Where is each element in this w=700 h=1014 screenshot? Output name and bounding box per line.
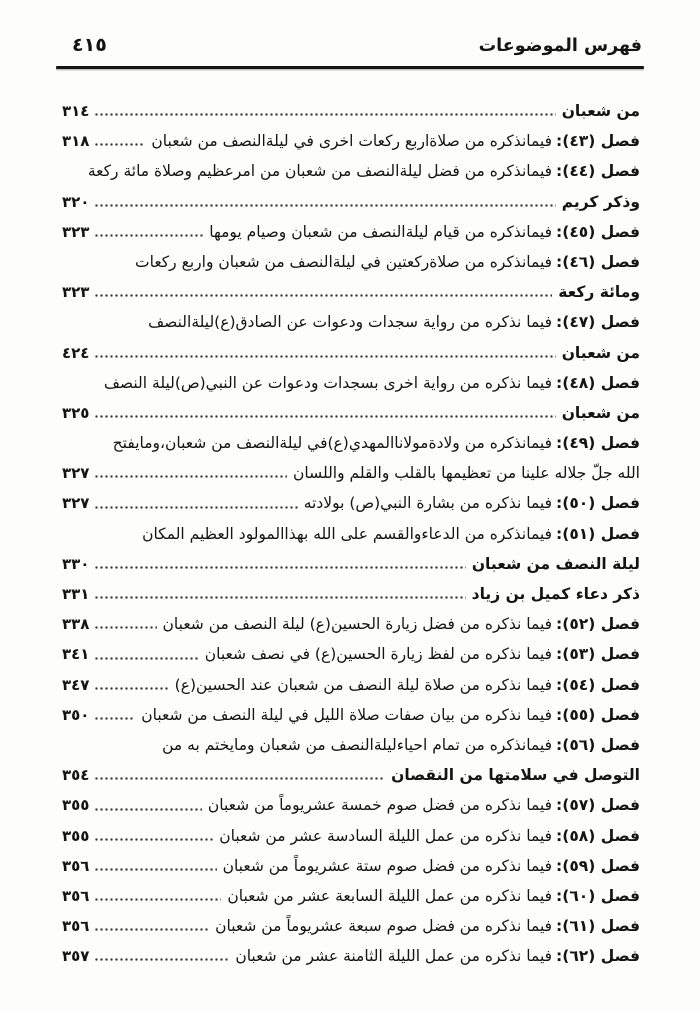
entry-label: فصل (٥٣): <box>556 645 640 664</box>
toc-entry <box>62 700 640 730</box>
entry-page-number: ٤٢٤ <box>62 343 90 362</box>
toc-entry <box>62 609 640 639</box>
entry-page-number: ٣٥٠ <box>62 705 90 724</box>
entry-label: فصل (٤٥): <box>556 222 640 241</box>
entry-label: فصل (٤٧): <box>556 313 640 332</box>
toc-entry <box>62 458 640 488</box>
entry-text: ذكر دعاء كميل بن زياد <box>471 585 640 603</box>
entry-text: وذكر كريم <box>561 192 640 211</box>
entry-page-number: ٣٢٣ <box>62 222 90 241</box>
toc-entry <box>62 730 640 760</box>
entry-page-number: ٣٥٦ <box>62 917 90 936</box>
toc-entry <box>62 126 640 156</box>
entry-text: ليلة النصف من شعبان <box>471 554 640 573</box>
toc-entry <box>62 790 640 820</box>
dot-leader <box>94 412 555 421</box>
dot-leader <box>94 291 552 300</box>
toc-entry <box>62 217 640 247</box>
entry-text: فيما نذكره من بيان صفات صلاة الليل في ليلة النصف من شعبان <box>141 705 553 724</box>
entry-page-number: ٣٣٠ <box>62 554 90 573</box>
entry-page-number: ٣٣٨ <box>62 615 90 634</box>
toc-entry <box>62 519 640 549</box>
entry-page-number: ٣٢٠ <box>62 192 90 211</box>
toc-entry <box>62 911 640 941</box>
entry-text: فيما نذكره من عمل الليلة السادسة عشر من شعبان <box>219 826 553 845</box>
toc-entry <box>62 579 640 609</box>
dot-leader <box>94 110 555 119</box>
entry-text: فيمانذكره من صلاةركعتين في ليلةالنصف من شعبان واربع ركعات <box>135 252 553 271</box>
entry-page-number: ٣٥٦ <box>62 856 90 875</box>
entry-text: الله جلّ جلاله علينا من تعظيمها بالقلب والقلم واللسان <box>293 464 640 483</box>
entry-text: فيما نذكره من فضل صوم سبعة عشريوماً من شعبان <box>215 917 553 936</box>
entry-page-number: ٣١٤ <box>62 102 90 120</box>
entry-label: فصل (٥٠): <box>556 494 640 513</box>
entry-page-number: ٣١٨ <box>62 132 90 151</box>
entry-text: فيمانذكره من الدعاءوالقسم على الله بهذاالمولود العظيم المكان <box>142 524 553 543</box>
dot-leader <box>94 503 297 512</box>
entry-label: فصل (٤٨): <box>556 373 640 392</box>
entry-text: فيما نذكره من بشارة النبي(ص) بولادته <box>303 494 553 513</box>
entry-label: فصل (٥٢): <box>556 615 640 634</box>
dot-leader <box>94 472 287 481</box>
dot-leader <box>94 714 135 723</box>
entry-label: فصل (٤٣): <box>556 132 640 151</box>
toc-entry <box>62 881 640 911</box>
dot-leader <box>94 895 221 904</box>
toc-entry <box>62 428 640 458</box>
entry-text: فيما نذكره من فضل زيارة الحسين(ع) ليلة النصف من شعبان <box>162 615 553 634</box>
entry-label: فصل (٥٩): <box>556 856 640 875</box>
entry-text: من شعبان <box>561 102 640 120</box>
entry-page-number: ٣٣١ <box>62 585 90 603</box>
dot-leader <box>94 352 555 361</box>
entry-label: فصل (٥٤): <box>556 675 640 694</box>
entry-label: فصل (٦١): <box>556 917 640 936</box>
entry-text: فيمانذكره من قيام ليلةالنصف من شعبان وصيام يومها <box>209 222 553 241</box>
dot-leader <box>94 201 555 210</box>
toc-entry <box>62 639 640 669</box>
entry-label: فصل (٤٦): <box>556 252 640 271</box>
dot-leader <box>94 925 209 934</box>
toc-entry <box>62 247 640 277</box>
toc-entry <box>62 821 640 851</box>
entry-text: فيمانذكره من تمام احياءليلةالنصف من شعبان ومايختم به من <box>162 735 553 754</box>
toc-entry <box>62 670 640 700</box>
toc-entry <box>62 156 640 186</box>
section-title: فهرس الموضوعات <box>478 36 642 56</box>
toc-entry <box>62 96 640 126</box>
entry-text: فيما نذكره من رواية سجدات ودعوات عن الصادق(ع)ليلةالنصف <box>148 313 553 332</box>
dot-leader <box>94 593 465 602</box>
entry-text: فيما نذكره من عمل الليلة السابعة عشر من شعبان <box>227 886 553 905</box>
entry-label: فصل (٥٦): <box>556 735 640 754</box>
dot-leader <box>94 140 145 149</box>
toc-entry <box>62 368 640 398</box>
entry-text: من شعبان <box>561 343 640 362</box>
toc-entry <box>62 277 640 307</box>
entry-text: من شعبان <box>561 403 640 422</box>
entry-label: فصل (٦٢): <box>556 947 640 966</box>
toc-entry <box>62 941 640 971</box>
dot-leader <box>94 774 385 783</box>
entry-text: فيما نذكره من فضل صوم ستة عشريوماً من شعبان <box>222 856 553 875</box>
toc-entry <box>62 187 640 217</box>
entry-page-number: ٣٢٧ <box>62 494 90 513</box>
entry-text: فيما نذكره من عمل الليلة الثامنة عشر من شعبان <box>235 947 553 966</box>
entry-text: التوصل في سلامتها من النقصان <box>391 766 640 785</box>
entry-label: فصل (٥١): <box>556 524 640 543</box>
toc-entry <box>62 760 640 790</box>
entry-page-number: ٣٥٦ <box>62 886 90 905</box>
entry-page-number: ٣٤٧ <box>62 675 90 694</box>
entry-page-number: ٣٥٥ <box>62 796 90 815</box>
dot-leader <box>94 563 465 572</box>
page-header <box>0 0 700 56</box>
entry-label: فصل (٦٠): <box>556 886 640 905</box>
entry-label: فصل (٤٩): <box>556 434 640 453</box>
toc-entry <box>62 338 640 368</box>
dot-leader <box>94 835 213 844</box>
entry-page-number: ٣٢٧ <box>62 464 90 483</box>
toc-entry <box>62 549 640 579</box>
dot-leader <box>94 231 203 240</box>
entry-label: فصل (٥٥): <box>556 705 640 724</box>
dot-leader <box>94 623 156 632</box>
dot-leader <box>94 654 198 663</box>
entry-page-number: ٣٥٤ <box>62 766 90 785</box>
toc-entry <box>62 851 640 881</box>
entry-text: فيمانذكره من صلاةاربع ركعات اخرى في ليلةالنصف من شعبان <box>151 132 553 151</box>
toc-list <box>0 69 700 971</box>
page-number: ٤١٥ <box>72 34 107 56</box>
entry-page-number: ٣٢٣ <box>62 283 90 302</box>
entry-page-number: ٣٥٥ <box>62 826 90 845</box>
entry-text: فيمانذكره من فضل ليلةالنصف من شعبان من امرعظيم وصلاة مائة ركعة <box>87 162 553 181</box>
toc-entry <box>62 307 640 337</box>
entry-text: فيما نذكره من صلاة ليلة النصف من شعبان عند الحسين(ع) <box>174 675 553 694</box>
toc-entry <box>62 398 640 428</box>
dot-leader <box>94 955 229 964</box>
toc-entry <box>62 488 640 518</box>
entry-text: ومائة ركعة <box>558 283 640 302</box>
dot-leader <box>94 865 216 874</box>
entry-page-number: ٣٢٥ <box>62 403 90 422</box>
dot-leader <box>94 805 201 814</box>
entry-text: فيما نذكره من فضل صوم خمسة عشريوماً من شعبان <box>207 796 553 815</box>
entry-text: فيمانذكره من ولادةمولاناالمهدي(ع)في ليلةالنصف من شعبان،ومايفتح <box>112 434 553 453</box>
entry-text: فيما نذكره من لفظ زيارة الحسين(ع) في نصف شعبان <box>204 645 553 664</box>
entry-label: فصل (٤٤): <box>556 162 640 181</box>
entry-label: فصل (٥٨): <box>556 826 640 845</box>
entry-page-number: ٣٤١ <box>62 645 90 664</box>
dot-leader <box>94 684 168 693</box>
entry-label: فصل (٥٧): <box>556 796 640 815</box>
entry-text: فيما نذكره من رواية اخرى بسجدات ودعوات عن النبي(ص)ليلة النصف <box>103 373 553 392</box>
entry-page-number: ٣٥٧ <box>62 947 90 966</box>
